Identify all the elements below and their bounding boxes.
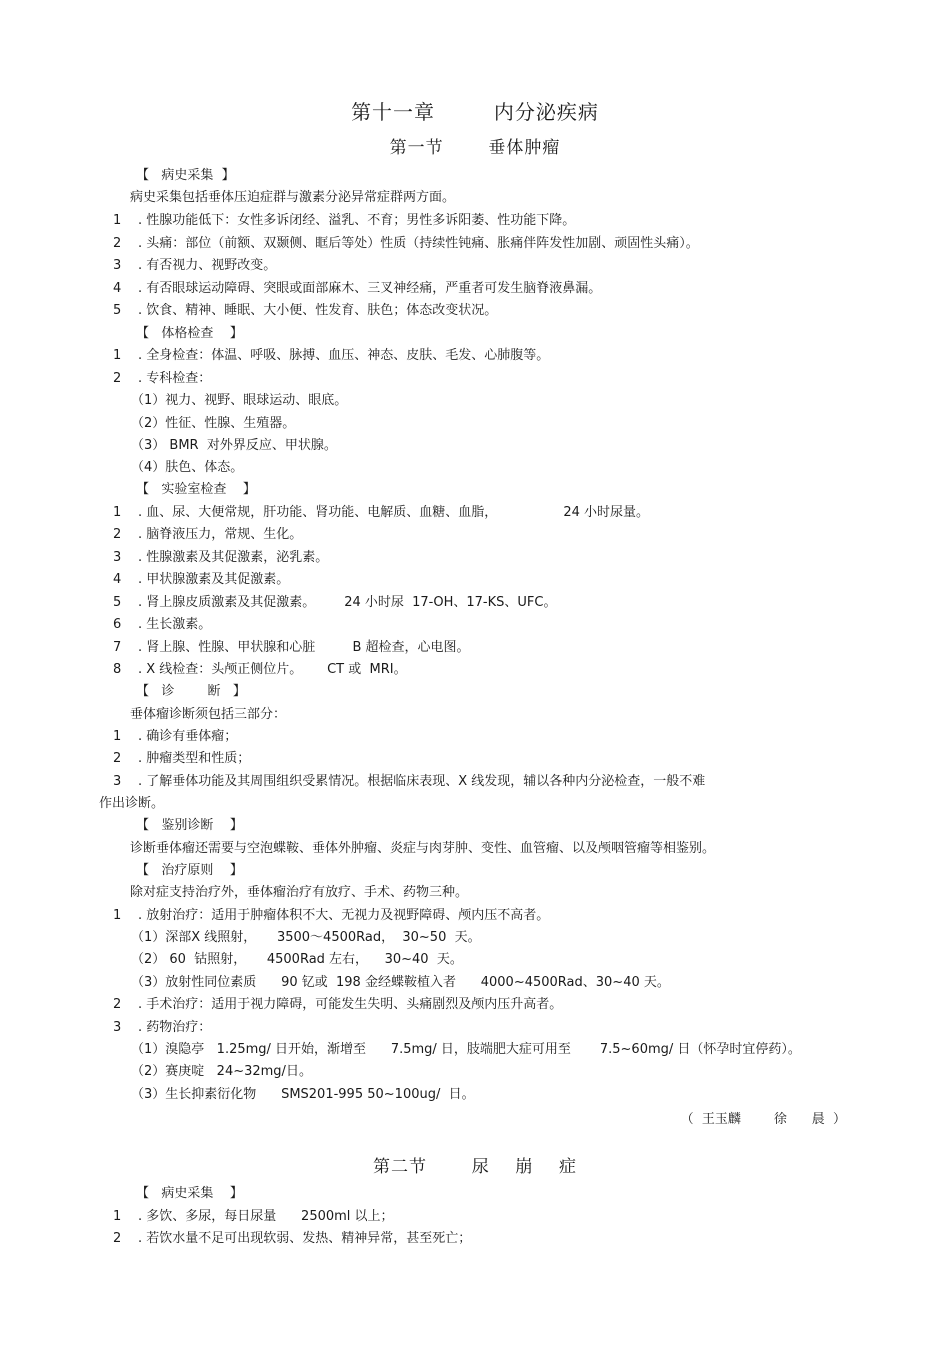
diagnosis-header: 【 诊 断 】 (136, 684, 246, 699)
item-number: 3 (113, 550, 122, 565)
drug-sub-2: （2）赛庚啶 24~32mg/日。 (131, 1064, 312, 1079)
lab-header: 【 实验室检查 】 (136, 482, 256, 497)
item-number: 1 (113, 505, 122, 520)
history-item-4: . 有否眼球运动障碍、突眼或面部麻木、三叉神经痛，严重者可发生脑脊液鼻漏。 (138, 281, 602, 296)
lab-item-6: . 生长激素。 (138, 617, 212, 632)
item-number: 1 (113, 1209, 122, 1224)
lab-item-5: . 肾上腺皮质激素及其促激素。 24 小时尿 17-OH、17-KS、UFC。 (138, 595, 557, 610)
exam-item-1: . 全身检查：体温、呼吸、脉搏、血压、神态、皮肤、毛发、心肺腹等。 (138, 348, 550, 363)
history-intro: 病史采集包括垂体压迫症群与激素分泌异常症群两方面。 (130, 190, 456, 205)
drug-sub-1: （1）溴隐亭 1.25mg/ 日开始，渐增至 7.5mg/ 日，肢端肥大症可用至 7.5~60mg/ 日（怀孕时宜停药）。 (131, 1042, 801, 1057)
exam-sub-1: （1）视力、视野、眼球运动、眼底。 (131, 393, 348, 408)
section-1-title: 第一节 垂体肿瘤 (389, 138, 561, 158)
item-number: 1 (113, 729, 122, 744)
item-number: 4 (113, 281, 122, 296)
radio-sub-1: （1）深部X 线照射， 3500～4500Rad， 30~50 天。 (131, 930, 481, 945)
drug-sub-3: （3）生长抑素衍化物 SMS201-995 50~100ug/ 日。 (131, 1087, 475, 1102)
lab-item-3: . 性腺激素及其促激素，泌乳素。 (138, 550, 329, 565)
exam-sub-4: （4）肤色、体态。 (131, 460, 244, 475)
item-number: 2 (113, 236, 122, 251)
lab-item-1: . 血、尿、大便常规，肝功能、肾功能、电解质、血糖、血脂， 24 小时尿量。 (138, 505, 650, 520)
item-number: 5 (113, 303, 122, 318)
item-number: 7 (113, 640, 122, 655)
treatment-item-1: . 放射治疗：适用于肿瘤体积不大、无视力及视野障碍、颅内压不高者。 (138, 908, 550, 923)
diagnosis-continuation: 作出诊断。 (99, 796, 165, 811)
lab-item-4: . 甲状腺激素及其促激素。 (138, 572, 290, 587)
exam-sub-2: （2）性征、性腺、生殖器。 (131, 416, 296, 431)
diagnosis-item-3: . 了解垂体功能及其周围组织受累情况。根据临床表现、X 线发现，辅以各种内分泌检查，一般不难 (138, 774, 706, 789)
exam-sub-3: （3） BMR 对外界反应、甲状腺。 (131, 438, 337, 453)
history-item-1: . 性腺功能低下：女性多诉闭经、溢乳、不育；男性多诉阳萎、性功能下降。 (138, 213, 576, 228)
differential-text: 诊断垂体瘤还需要与空泡蝶鞍、垂体外肿瘤、炎症与肉芽肿、变性、血管瘤、以及颅咽管瘤等相鉴别。 (130, 841, 716, 856)
item-number: 1 (113, 348, 122, 363)
radio-sub-2: （2） 60 钴照射， 4500Rad 左右， 30~40 天。 (131, 952, 463, 967)
diagnosis-item-1: . 确诊有垂体瘤； (138, 729, 238, 744)
radio-sub-3: （3）放射性同位素质 90 钇或 198 金经蝶鞍植入者 4000~4500Rad、30~40 天。 (131, 975, 670, 990)
item-number: 6 (113, 617, 122, 632)
item-number: 3 (113, 258, 122, 273)
exam-item-2: . 专科检查： (138, 371, 212, 386)
s2-history-item-1: . 多饮、多尿，每日尿量 2500ml 以上； (138, 1209, 394, 1224)
author-credit: （ 王玉麟 徐 晨 ） (680, 1112, 846, 1127)
s2-history-header: 【 病史采集 】 (136, 1186, 243, 1201)
item-number: 8 (113, 662, 122, 677)
treatment-header: 【 治疗原则 】 (136, 863, 243, 878)
item-number: 5 (113, 595, 122, 610)
s2-history-item-2: . 若饮水量不足可出现软弱、发热、精神异常，甚至死亡； (138, 1231, 472, 1246)
item-number: 4 (113, 572, 122, 587)
lab-item-2: . 脑脊液压力，常规、生化。 (138, 527, 303, 542)
history-header: 【 病史采集 】 (136, 168, 235, 183)
history-item-5: . 饮食、精神、睡眠、大小便、性发育、肤色；体态改变状况。 (138, 303, 498, 318)
item-number: 2 (113, 1231, 122, 1246)
item-number: 2 (113, 997, 122, 1012)
history-item-2: . 头痛：部位（前额、双颞侧、眶后等处）性质（持续性钝痛、胀痛伴阵发性加剧、顽固性头痛）。 (138, 236, 699, 251)
lab-item-8: . X 线检查：头颅正侧位片。 CT 或 MRI。 (138, 662, 407, 677)
treatment-item-2: . 手术治疗：适用于视力障碍，可能发生失明、头痛剧烈及颅内压升高者。 (138, 997, 563, 1012)
treatment-item-3: . 药物治疗： (138, 1020, 212, 1035)
item-number: 3 (113, 774, 122, 789)
chapter-title: 第十一章 内分泌疾病 (351, 100, 599, 124)
differential-header: 【 鉴别诊断 】 (136, 818, 243, 833)
item-number: 1 (113, 213, 122, 228)
item-number: 2 (113, 751, 122, 766)
diagnosis-intro: 垂体瘤诊断须包括三部分： (130, 707, 287, 722)
item-number: 3 (113, 1020, 122, 1035)
section-2-title: 第二节 尿 崩 症 (372, 1157, 578, 1177)
item-number: 2 (113, 527, 122, 542)
treatment-intro: 除对症支持治疗外，垂体瘤治疗有放疗、手术、药物三种。 (130, 885, 469, 900)
item-number: 1 (113, 908, 122, 923)
lab-item-7: . 肾上腺、性腺、甲状腺和心脏 B 超检查，心电图。 (138, 640, 470, 655)
exam-header: 【 体格检查 】 (136, 326, 243, 341)
diagnosis-item-2: . 肿瘤类型和性质； (138, 751, 251, 766)
item-number: 2 (113, 371, 122, 386)
history-item-3: . 有否视力、视野改变。 (138, 258, 277, 273)
